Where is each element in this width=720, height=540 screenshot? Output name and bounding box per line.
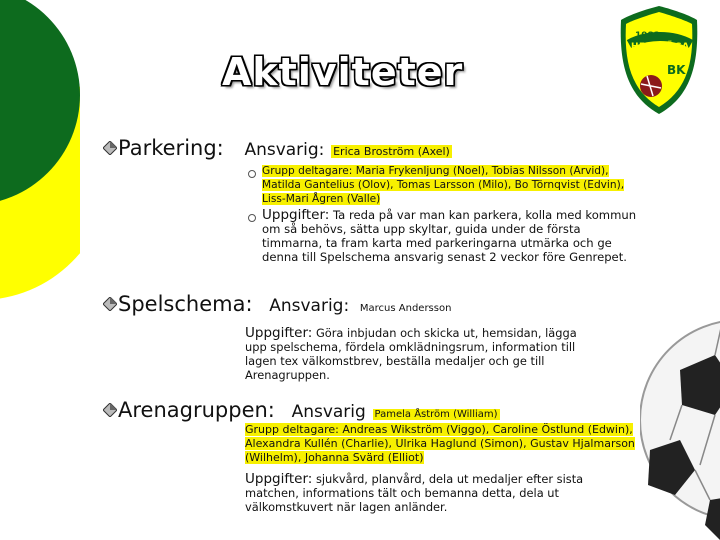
- section-heading: Spelschema:: [118, 292, 253, 316]
- logo-name: HERTZÖGA: [631, 42, 689, 52]
- ansvarig-name: Pamela Åström (William): [374, 409, 498, 420]
- decorative-circles: [0, 0, 80, 320]
- uppgifter-text: Uppgifter: Göra inbjudan och skicka ut, hemsidan, lägga upp spelschema, fördela omklädningsrum, information till lagen tex välkomstbrev, beställa medaljer och ge till Arenagruppen.: [245, 325, 577, 382]
- section-heading: Parkering:: [118, 136, 224, 160]
- page-title: Aktiviteter: [222, 50, 464, 94]
- ansvarig-label: Ansvarig:: [244, 140, 325, 160]
- logo-year: 1982: [635, 31, 661, 41]
- bullet-icon: [103, 403, 117, 417]
- logo-suffix: BK: [667, 63, 686, 77]
- club-logo-icon: [617, 4, 701, 116]
- group-members: Grupp deltagare: Maria Frykenljung (Noel), Tobias Nilsson (Arvid), Matilda Gantelius (Olov), Tomas Larsson (Milo), Bo Törnqvist (Edvin), Liss-Mari Ågren (Valle): [262, 165, 625, 205]
- ansvarig-label: Ansvarig:: [269, 296, 350, 316]
- sub-bullet-icon: [248, 170, 256, 178]
- uppgifter-text: Uppgifter: Ta reda på var man kan parkera, kolla med kommun om så behövs, sätta upp skyltar, guida under de första timmarna, ta fram karta med parkeringarna utmärka och ge denna till Spelschema ansvarig senast 2 veckor före Genrepet.: [262, 207, 637, 264]
- group-members: Grupp deltagare: Andreas Wikström (Viggo), Caroline Östlund (Edwin), Alexandra Kullén (Charlie), Ulrika Haglund (Simon), Gustav Hjalmarson (Wilhelm), Johanna Svärd (Elliot): [245, 423, 635, 464]
- uppgifter-text: Uppgifter: sjukvård, planvård, dela ut medaljer efter sista matchen, informations tält och bemanna detta, dela ut välkomstkuvert när lagen anländer.: [245, 471, 584, 514]
- bullet-icon: [103, 297, 117, 311]
- section-parkering-heading: [118, 136, 452, 160]
- section-heading: Arenagruppen:: [118, 398, 275, 422]
- sub-bullet-icon: [248, 214, 256, 222]
- soccer-ball-icon: [640, 300, 720, 540]
- ansvarig-label: Ansvarig: [291, 402, 366, 422]
- section-spelschema-heading: [118, 292, 451, 316]
- ansvarig-name: Erica Broström (Axel): [333, 145, 450, 158]
- section-arenagruppen-heading: [118, 398, 500, 422]
- bullet-icon: [103, 141, 117, 155]
- ansvarig-name: Marcus Andersson: [359, 303, 452, 314]
